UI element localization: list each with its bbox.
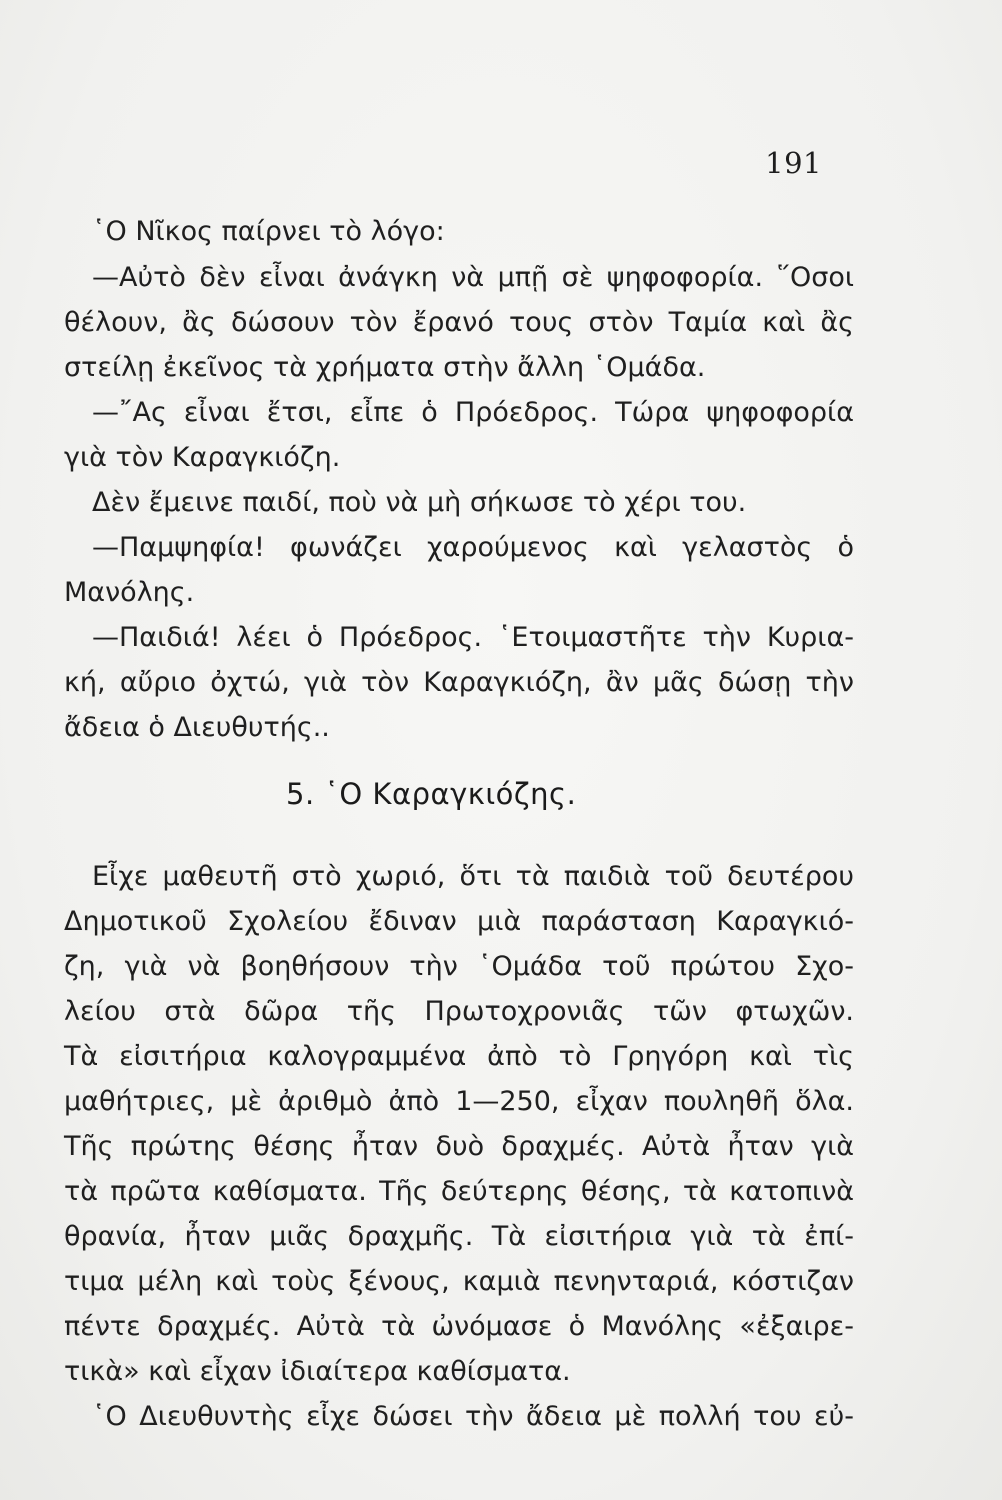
text-line: θρανία, ἦταν μιᾶς δραχμῆς. Τὰ εἰσιτήρια γιὰ τὰ ἐπί- (64, 1221, 854, 1252)
text-line: τὰ πρῶτα καθίσματα. Τῆς δεύτερης θέσης, τὰ κατοπινὰ (64, 1176, 854, 1207)
text-line: ἄδεια ὁ Διευθυτής.. (64, 712, 330, 743)
text-line: —῎Ας εἶναι ἔτσι, εἶπε ὁ Πρόεδρος. Τώρα ψηφοφορία (92, 397, 854, 428)
text-line: —Αὐτὸ δὲν εἶναι ἀνάγκη νὰ μπῇ σὲ ψηφοφορία. ῞Οσοι (92, 262, 854, 293)
text-line: θέλουν, ἂς δώσουν τὸν ἔρανό τους στὸν Ταμία καὶ ἂς (64, 307, 854, 338)
text-line: γιὰ τὸν Καραγκιόζη. (64, 442, 341, 473)
text-line: Τῆς πρώτης θέσης ἦταν δυὸ δραχμές. Αὐτὰ ἦταν γιὰ (64, 1131, 854, 1162)
text-line: Εἶχε μαθευτῆ στὸ χωριό, ὅτι τὰ παιδιὰ τοῦ δευτέρου (92, 861, 854, 892)
text-line: Τὰ εἰσιτήρια καλογραμμένα ἀπὸ τὸ Γρηγόρη καὶ τὶς (64, 1041, 854, 1072)
text-line: ῾Ο Διευθυντὴς εἶχε δώσει τὴν ἄδεια μὲ πολλή του εὐ- (92, 1401, 854, 1432)
text-line: Δὲν ἔμεινε παιδί, ποὺ νὰ μὴ σήκωσε τὸ χέρι του. (92, 487, 747, 518)
text-line: —Παμψηφία! φωνάζει χαρούμενος καὶ γελαστὸς ὁ (92, 532, 854, 563)
text-line: ῾Ο Νῖκος παίρνει τὸ λόγο: (92, 216, 445, 247)
text-line: Δημοτικοῦ Σχολείου ἔδιναν μιὰ παράσταση Καραγκιό- (64, 906, 854, 937)
text-line: πέντε δραχμές. Αὐτὰ τὰ ὠνόμασε ὁ Μανόλης «ἐξαιρε- (64, 1311, 854, 1342)
text-line: τιμα μέλη καὶ τοὺς ξένους, καμιὰ πενηνταριά, κόστιζαν (64, 1266, 854, 1297)
section-heading: 5. ῾Ο Καραγκιόζης. (286, 777, 577, 811)
text-line: τικὰ» καὶ εἶχαν ἰδιαίτερα καθίσματα. (64, 1356, 571, 1387)
text-line: κή, αὔριο ὀχτώ, γιὰ τὸν Καραγκιόζη, ἂν μᾶς δώσῃ τὴν (64, 667, 854, 698)
text-line: —Παιδιά! λέει ὁ Πρόεδρος. ῾Ετοιμαστῆτε τὴν Κυρια- (92, 622, 854, 653)
text-line: μαθήτριες, μὲ ἀριθμὸ ἀπὸ 1—250, εἶχαν πουληθῆ ὅλα. (64, 1086, 854, 1117)
text-line: ζη, γιὰ νὰ βοηθήσουν τὴν ῾Ομάδα τοῦ πρώτου Σχο- (64, 951, 854, 982)
page-number: 191 (765, 146, 822, 180)
text-line: στείλῃ ἐκεῖνος τὰ χρήματα στὴν ἄλλη ῾Ομάδα. (64, 352, 706, 383)
text-line: Μανόλης. (64, 577, 195, 608)
text-line: λείου στὰ δῶρα τῆς Πρωτοχρονιᾶς τῶν φτωχῶν. (64, 996, 854, 1027)
